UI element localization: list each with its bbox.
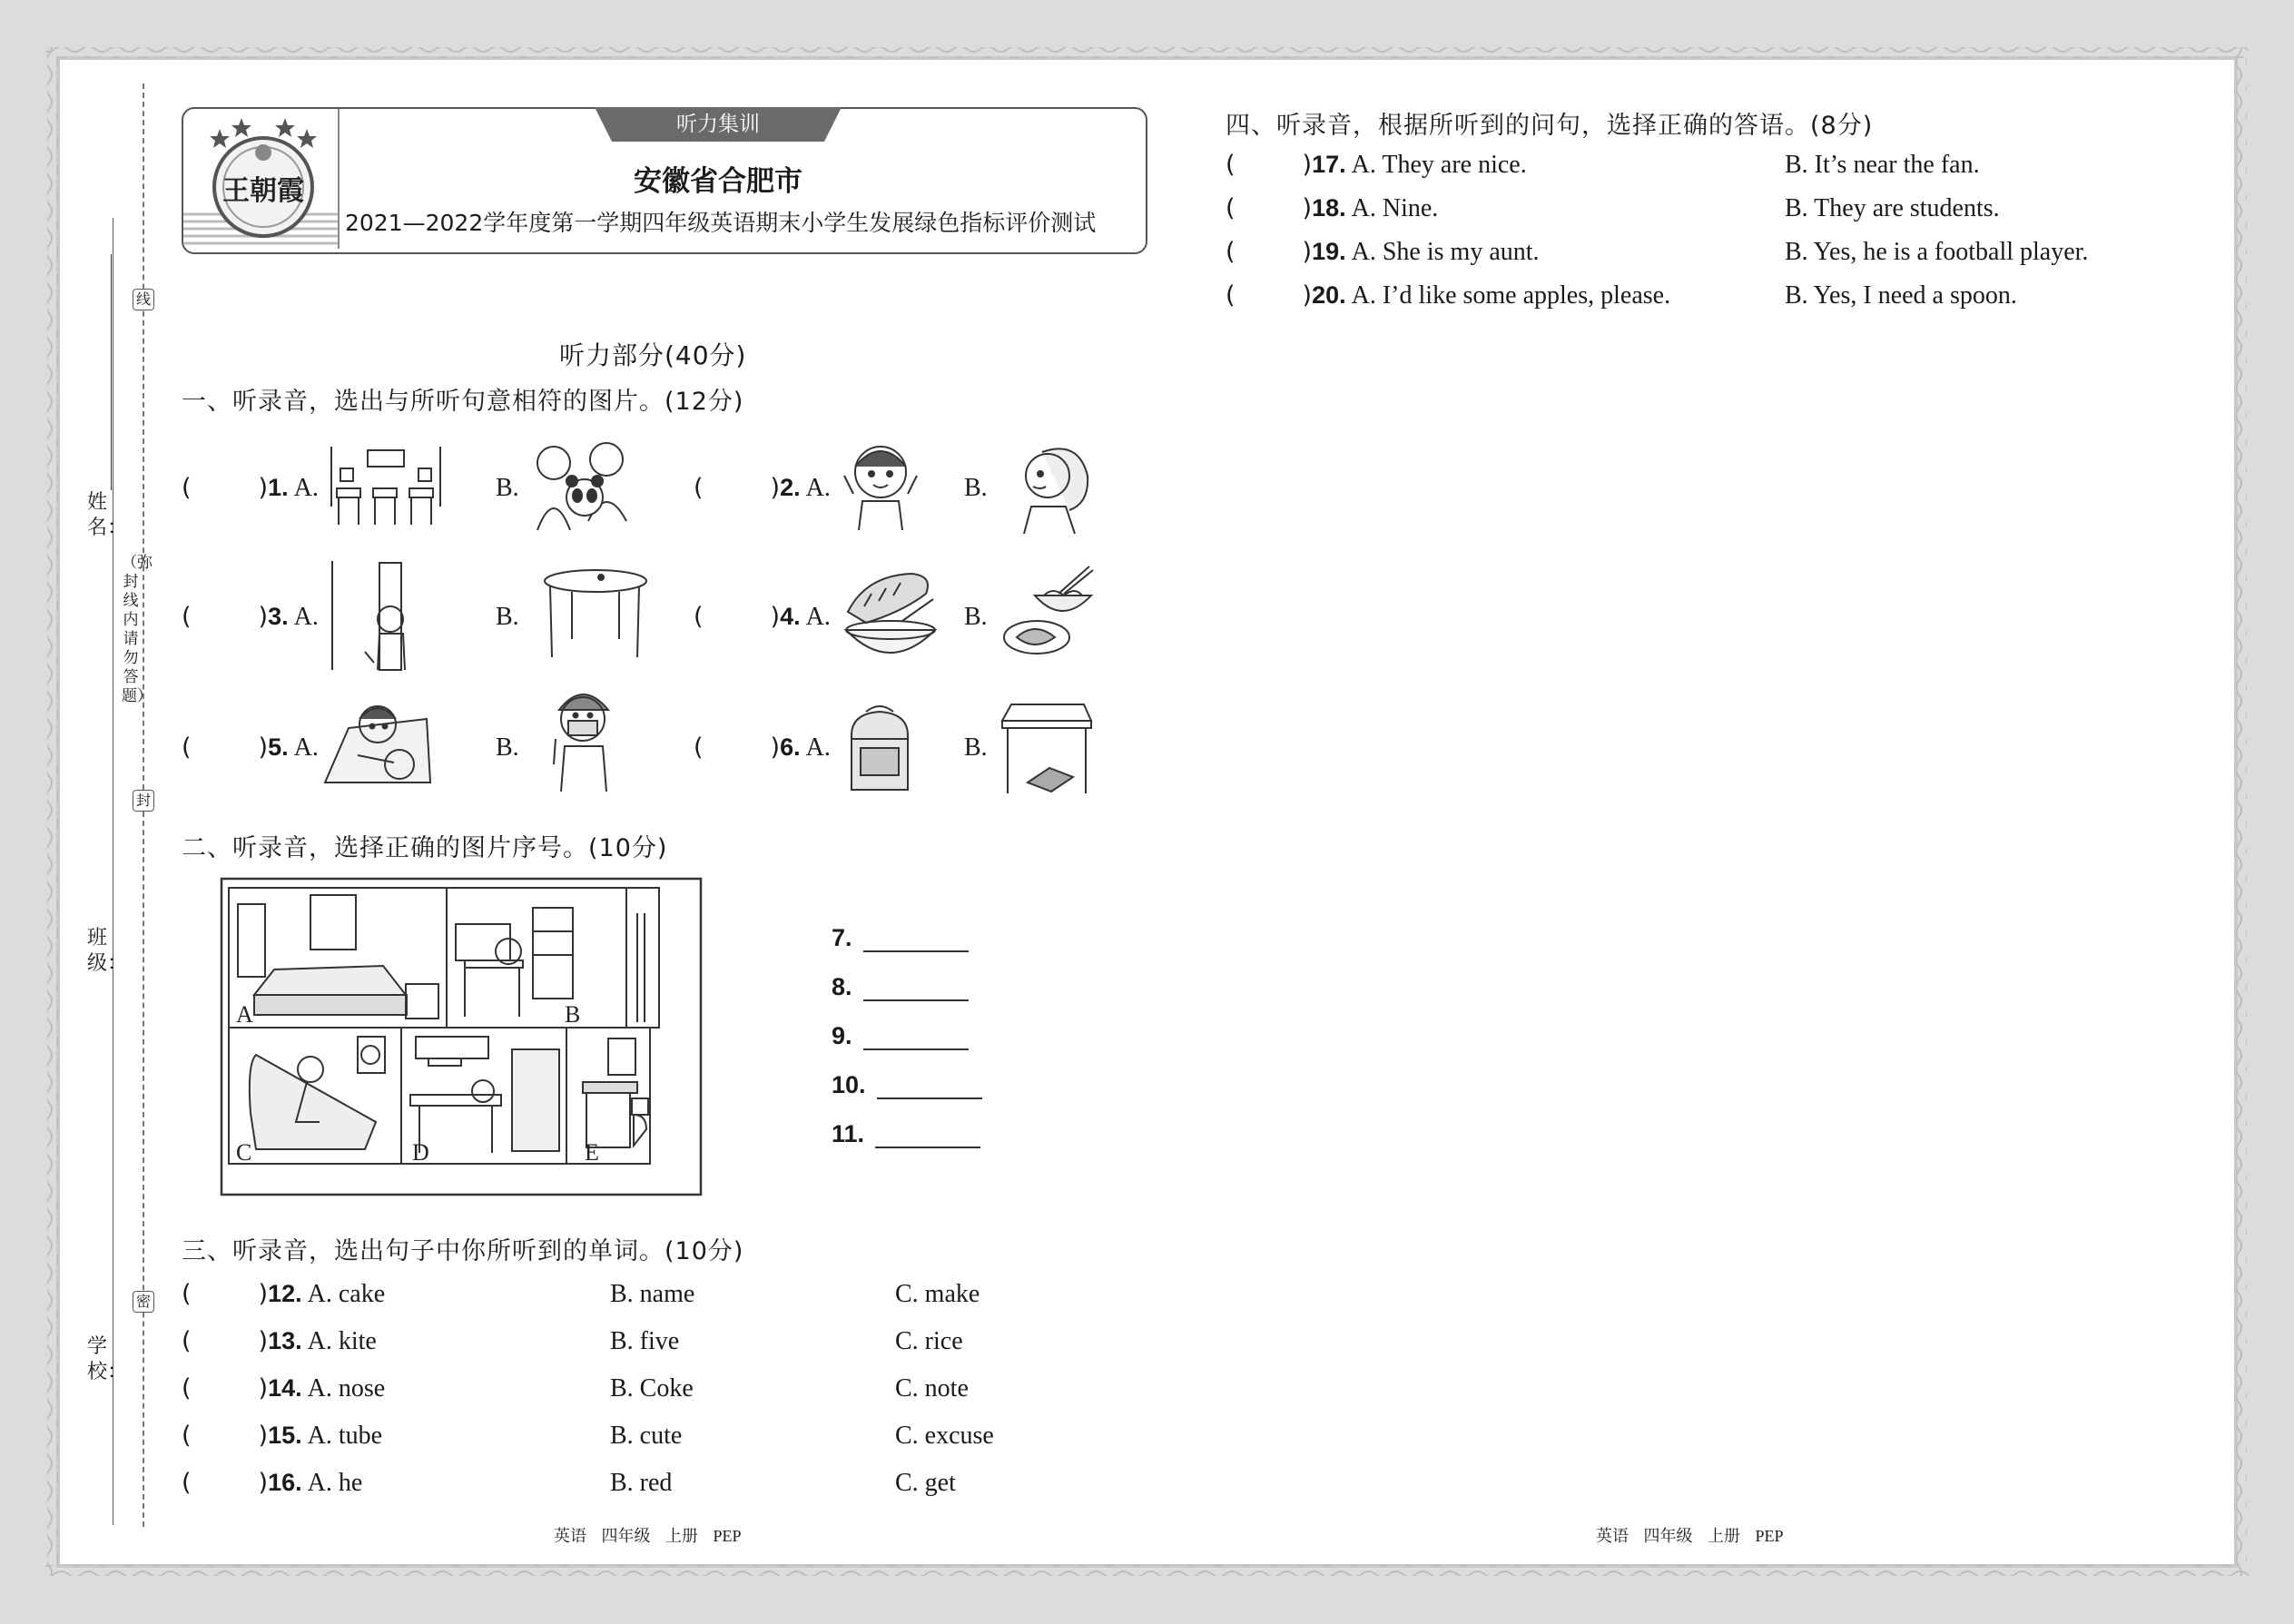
option-c-label (895, 1327, 963, 1356)
picture-girls-panda (525, 439, 646, 534)
paren-open: ( (1226, 194, 1236, 222)
header-subtitle: 2021—2022学年度第一学期四年级英语期末小学生发展绿色指标评价测试 (345, 210, 1097, 236)
part3-title: 三、听录音，选出句子中你所听到的单词。(10分) (182, 1237, 744, 1265)
part1-title: 一、听录音，选出与所听句意相符的图片。(12分) (182, 388, 744, 416)
option-b-label (964, 733, 988, 763)
option-a: A. (805, 733, 831, 762)
paren-close: ) (258, 1422, 269, 1450)
part2-title: 二、听录音，选择正确的图片序号。(10分) (182, 834, 668, 862)
option-b: B. They are students. (1785, 194, 2000, 222)
seal-char-line: 线 (133, 289, 154, 310)
paren-open: ( (182, 1422, 192, 1450)
option-c: C. excuse (895, 1422, 994, 1450)
paren-open: ( (182, 474, 192, 502)
part1-question (694, 474, 831, 503)
answer-line[interactable] (863, 930, 969, 952)
option-c: C. make (895, 1280, 980, 1308)
picture-noodles-fish (999, 563, 1098, 664)
answer-line[interactable] (875, 1127, 980, 1148)
question-number: 18. (1312, 194, 1346, 221)
part1-question (694, 603, 831, 632)
paren-open: ( (1226, 151, 1236, 179)
paren-close: ) (1302, 238, 1313, 266)
part4-question (1226, 238, 1540, 267)
picture-boy-face (835, 439, 926, 534)
answer-line[interactable] (877, 1078, 982, 1099)
paren-close: ) (770, 733, 781, 762)
option-a: A. (293, 733, 319, 762)
part2-blank-row (832, 1022, 969, 1050)
paren-open: ( (1226, 281, 1236, 310)
question-number: 19. (1312, 238, 1346, 265)
svg-text:王朝霞: 王朝霞 (222, 175, 304, 207)
question-number: 14. (268, 1374, 302, 1402)
option-a: A. nose (307, 1374, 386, 1403)
part1-question (182, 474, 319, 503)
option-c-label (895, 1469, 956, 1498)
footer-left: 英语 四年级 上册 PEP (554, 1527, 742, 1545)
svg-text:E: E (585, 1139, 599, 1166)
option-b: B. Yes, I need a spoon. (1785, 281, 2017, 310)
option-b-label (610, 1469, 672, 1498)
option-b: B. It’s near the fan. (1785, 151, 1980, 179)
option-a: A. kite (307, 1327, 377, 1355)
question-number: 12. (268, 1280, 302, 1307)
option-b-label (610, 1374, 694, 1403)
option-a: A. Nine. (1351, 194, 1439, 222)
paren-close: ) (258, 474, 269, 502)
option-b: B. (964, 474, 988, 502)
seal-char-dense: 密 (133, 1291, 154, 1313)
part3-question (182, 1280, 385, 1309)
picture-classroom (322, 443, 449, 530)
question-number: 1. (268, 474, 289, 501)
part2-blank-row (832, 973, 969, 1001)
question-number: 15. (268, 1422, 302, 1449)
option-b: B. Yes, he is a football player. (1785, 238, 2089, 266)
paren-close: ) (1302, 281, 1313, 310)
option-c-label (895, 1422, 994, 1451)
part2-blank-row (832, 924, 969, 952)
paren-close: ) (258, 1469, 269, 1497)
option-a: A. (293, 474, 319, 502)
option-b-label (1785, 151, 1980, 180)
paren-open: ( (182, 603, 192, 631)
option-b-label (964, 603, 988, 632)
paren-open: ( (182, 733, 192, 762)
paren-close: ) (258, 1374, 269, 1403)
question-number: 13. (268, 1327, 302, 1354)
paren-close: ) (1302, 194, 1313, 222)
question-number: 4. (780, 603, 801, 630)
seal-note-text: （弥封线内请勿答题） (122, 554, 153, 705)
option-a: A. (293, 603, 319, 631)
paren-open: ( (1226, 238, 1236, 266)
picture-table (541, 566, 650, 666)
house-rooms-picture (220, 877, 703, 1196)
option-c-label (895, 1280, 980, 1309)
option-a: A. (805, 603, 831, 631)
paren-close: ) (258, 1280, 269, 1308)
question-number: 2. (780, 474, 801, 501)
paren-close: ) (258, 733, 269, 762)
option-a: A. She is my aunt. (1351, 238, 1540, 266)
header-banner: 听力集训 (676, 113, 760, 136)
question-number: 8. (832, 973, 852, 1000)
paren-open: ( (694, 603, 704, 631)
question-number: 11. (832, 1120, 865, 1147)
question-number: 16. (268, 1469, 302, 1496)
seal-note (122, 554, 153, 706)
option-b-label (496, 474, 519, 503)
option-b: B. five (610, 1327, 680, 1355)
paren-close: ) (1302, 151, 1313, 179)
option-a: A. (805, 474, 831, 502)
option-a: A. tube (307, 1422, 383, 1450)
option-a: A. he (307, 1469, 363, 1497)
school-label: 学校： (87, 1335, 128, 1383)
part4-question (1226, 151, 1527, 180)
paren-close: ) (770, 474, 781, 502)
paren-close: ) (770, 603, 781, 631)
option-c: C. rice (895, 1327, 963, 1355)
part1-question (694, 733, 831, 763)
question-number: 10. (832, 1071, 866, 1098)
option-a: A. I’d like some apples, please. (1351, 281, 1671, 310)
svg-text:C: C (236, 1139, 252, 1166)
part4-question (1226, 194, 1438, 223)
option-b: B. (496, 474, 519, 502)
option-b: B. (964, 603, 988, 631)
part3-question (182, 1327, 377, 1356)
part3-question (182, 1469, 362, 1498)
option-c-label (895, 1374, 969, 1403)
question-number: 17. (1312, 151, 1346, 178)
part1-question (182, 603, 319, 632)
question-number: 9. (832, 1022, 852, 1049)
paren-close: ) (258, 1327, 269, 1355)
option-b: B. Coke (610, 1374, 694, 1403)
question-number: 3. (268, 603, 289, 630)
option-c: C. get (895, 1469, 956, 1497)
option-b: B. name (610, 1280, 695, 1308)
paren-open: ( (694, 474, 704, 502)
svg-text:A: A (236, 1001, 253, 1028)
class-label: 班级： (87, 927, 128, 975)
name-label: 姓名： (87, 491, 128, 539)
part4-question (1226, 281, 1670, 310)
option-b-label (1785, 281, 2017, 310)
option-b-label (610, 1327, 679, 1356)
picture-bread-soup (839, 566, 942, 664)
answer-line[interactable] (863, 979, 969, 1001)
paren-open: ( (182, 1374, 192, 1403)
question-number: 20. (1312, 281, 1346, 309)
option-a: A. They are nice. (1351, 151, 1527, 179)
brand-logo-icon (202, 113, 325, 240)
svg-text:D: D (412, 1139, 429, 1166)
part3-question (182, 1422, 382, 1451)
picture-backpack (839, 699, 921, 797)
seal-char-seal: 封 (133, 790, 154, 812)
option-b-label (496, 603, 519, 632)
option-b-label (610, 1280, 694, 1309)
question-number: 6. (780, 733, 801, 761)
listening-title: 听力部分(40分) (559, 340, 747, 370)
option-b: B. (964, 733, 988, 762)
part2-blank-row (832, 1071, 982, 1099)
option-b: B. (496, 733, 519, 762)
picture-girl-profile (1006, 439, 1097, 534)
option-b: B. red (610, 1469, 673, 1497)
question-number: 7. (832, 924, 852, 951)
header-city: 安徽省合肥市 (634, 165, 802, 198)
picture-boy-driving (321, 692, 434, 793)
paren-open: ( (182, 1469, 192, 1497)
paren-open: ( (182, 1327, 192, 1355)
footer-right: 英语 四年级 上册 PEP (1596, 1527, 1784, 1545)
svg-text:B: B (565, 1001, 581, 1028)
option-b-label (1785, 194, 2000, 223)
part4-title: 四、听录音，根据所听到的问句，选择正确的答语。(8分) (1226, 112, 1874, 140)
option-b: B. cute (610, 1422, 683, 1450)
question-number: 5. (268, 733, 289, 761)
option-b: B. (496, 603, 519, 631)
option-b-label (610, 1422, 682, 1451)
option-c: C. note (895, 1374, 969, 1403)
answer-line[interactable] (863, 1029, 969, 1050)
paren-open: ( (182, 1280, 192, 1308)
option-a: A. cake (307, 1280, 386, 1308)
option-b-label (496, 733, 519, 763)
picture-boy-at-door (329, 561, 419, 672)
part2-blank-row (832, 1120, 980, 1148)
part1-question (182, 733, 319, 763)
paren-close: ) (258, 603, 269, 631)
paren-open: ( (694, 733, 704, 762)
part3-question (182, 1374, 385, 1403)
option-b-label (1785, 238, 2088, 267)
picture-desk-box (995, 699, 1093, 797)
picture-nurse-mask (541, 683, 625, 793)
option-b-label (964, 474, 988, 503)
